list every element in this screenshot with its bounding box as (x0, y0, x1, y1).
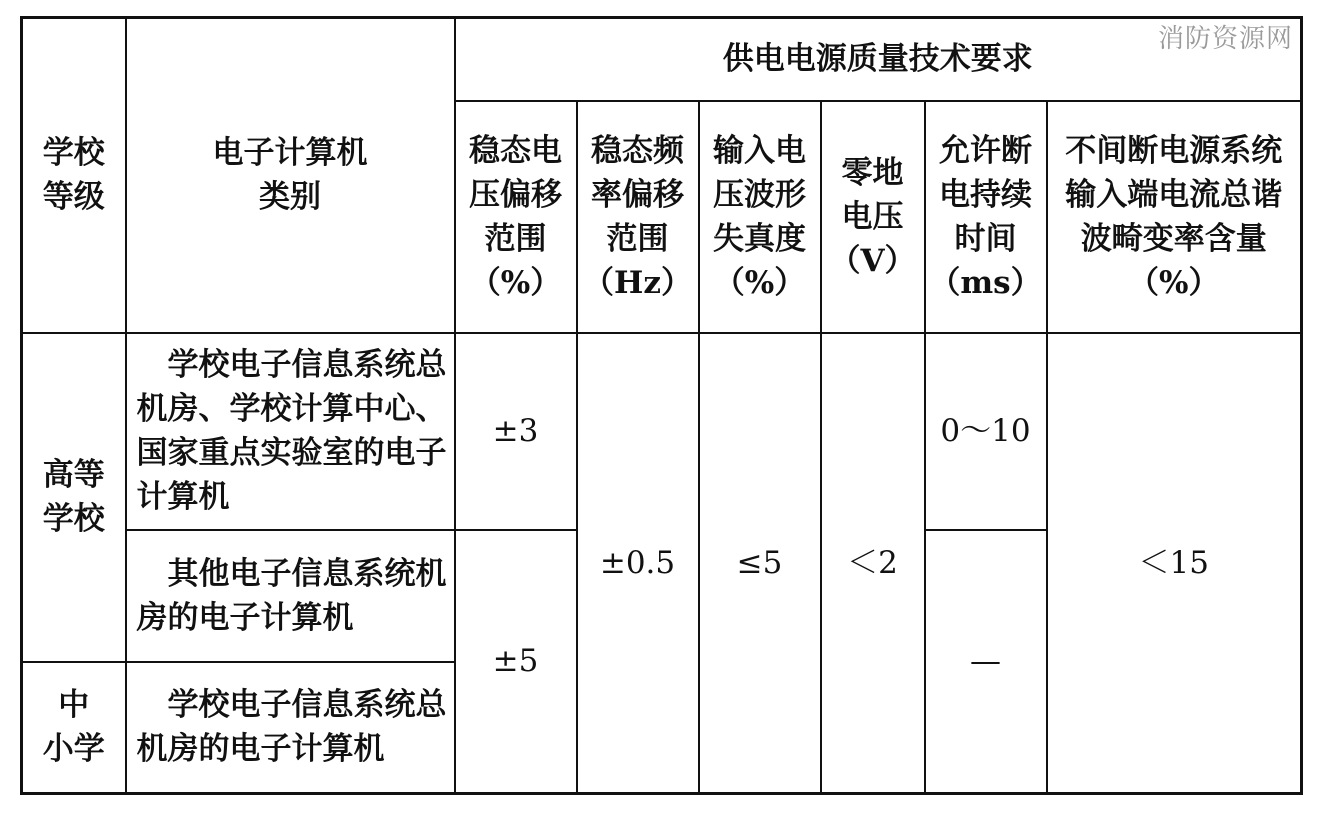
header-frequency-offset: 稳态频 率偏移 范围 （Hz） (577, 101, 699, 333)
harmonic-distortion-value: ＜15 (1047, 333, 1302, 794)
waveform-distortion-value: ≤5 (699, 333, 821, 794)
category-text: 学校电子信息系统总机房、学校计算中心、国家重点实验室的电子计算机 (136, 347, 447, 515)
watermark-text: 消防资源网 (1157, 24, 1293, 54)
header-school-level: 学校 等级 (22, 18, 126, 333)
voltage-offset-value: ±3 (455, 333, 577, 530)
category-cell (126, 333, 455, 530)
header-computer-category: 电子计算机 类别 (126, 18, 455, 333)
header-harmonic-distortion: 不间断电源系统 输入端电流总谐 波畸变率含量 （%） (1047, 101, 1302, 333)
category-text: 其他电子信息系统机房的电子计算机 (136, 555, 447, 636)
outage-time-value: — (925, 530, 1047, 794)
power-quality-table (20, 16, 1303, 795)
header-waveform-distortion: 输入电 压波形 失真度 （%） (699, 101, 821, 333)
header-outage-time: 允许断 电持续 时间 （ms） (925, 101, 1047, 333)
category-cell (126, 662, 455, 794)
level-primary-secondary: 中 小学 (22, 662, 126, 794)
category-cell (126, 530, 455, 662)
category-text: 学校电子信息系统总机房的电子计算机 (136, 687, 447, 768)
level-higher-education: 高等 学校 (22, 333, 126, 662)
outage-time-value: 0～10 (925, 333, 1047, 530)
header-zero-ground-voltage: 零地 电压 （V） (821, 101, 925, 333)
frequency-offset-value: ±0.5 (577, 333, 699, 794)
table-row (22, 333, 1302, 530)
header-voltage-offset: 稳态电 压偏移 范围 （%） (455, 101, 577, 333)
voltage-offset-value: ±5 (455, 530, 577, 794)
requirements-table-wrapper (20, 16, 1303, 795)
zero-ground-voltage-value: ＜2 (821, 333, 925, 794)
header-power-quality-group: 供电电源质量技术要求 (455, 18, 1302, 101)
